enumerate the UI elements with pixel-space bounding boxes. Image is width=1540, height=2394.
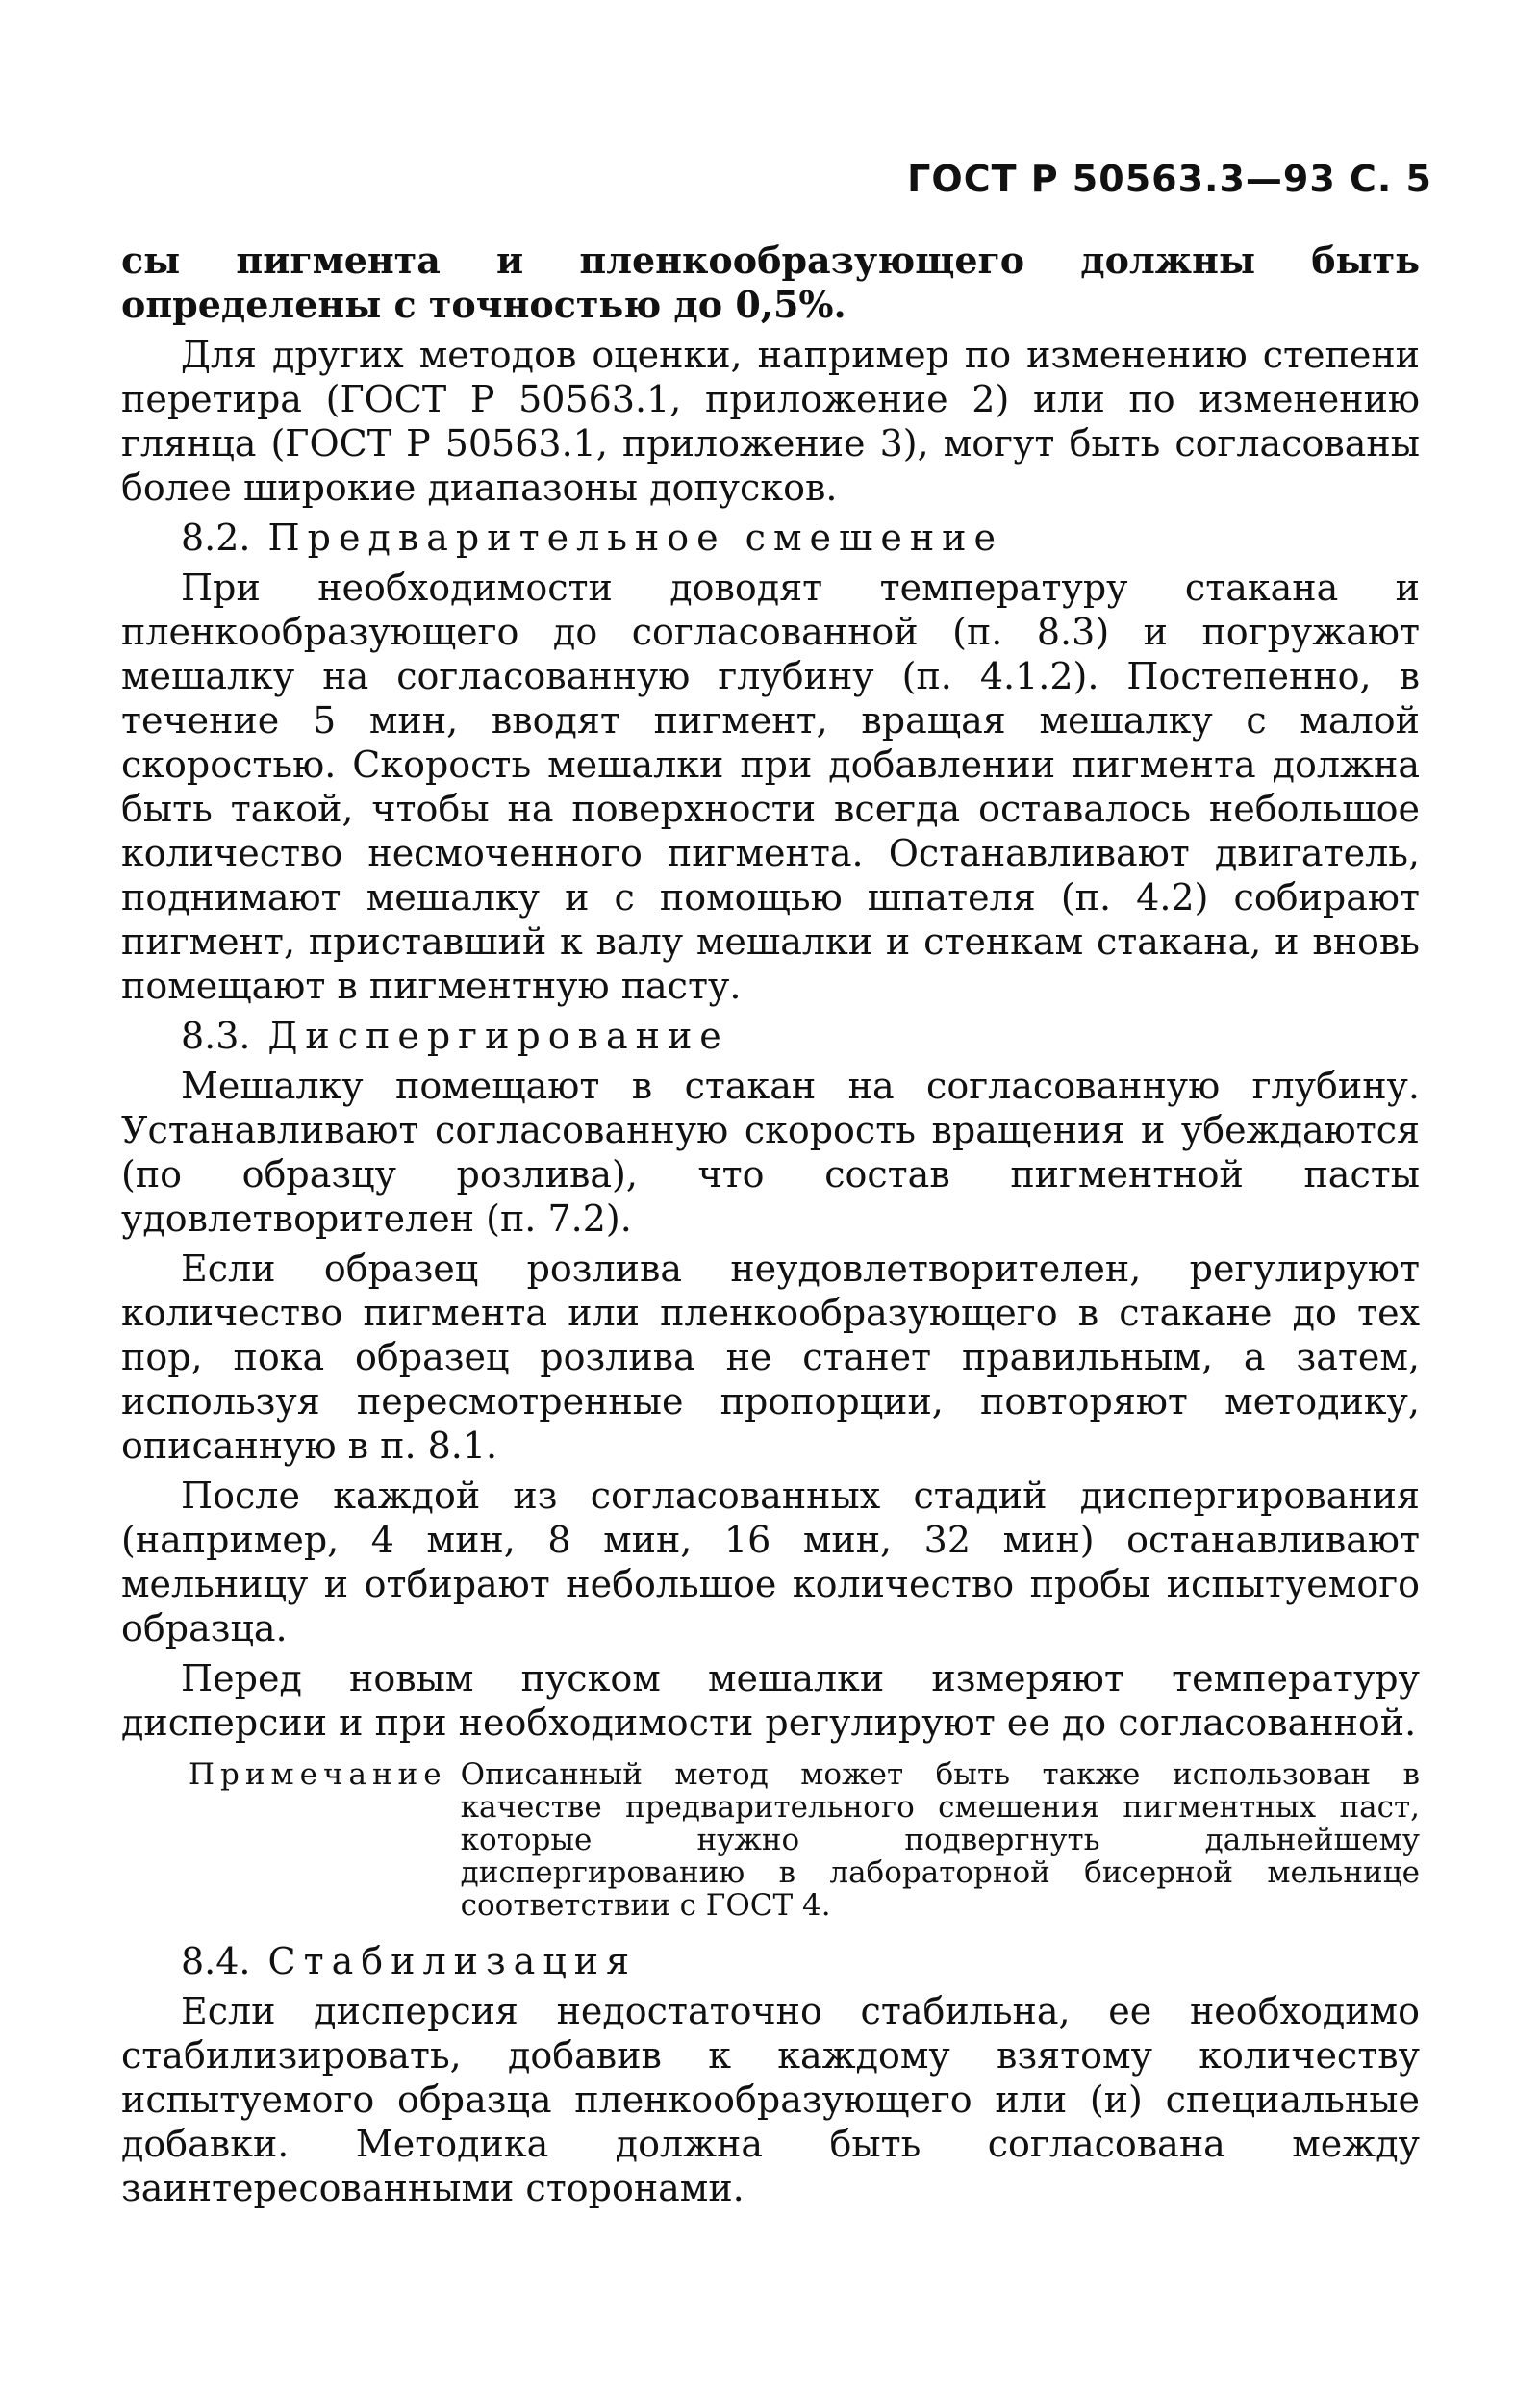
running-header: ГОСТ Р 50563.3—93 С. 5 bbox=[907, 158, 1432, 200]
paragraph-sampling: После каждой из согласованных стадий диспергирования (например, 4 мин, 8 мин, 16 мин, 32 мин) останавливают мельницу и отбирают небольшое количество пробы испытуемого образца. bbox=[121, 1474, 1420, 1650]
note-text: Описанный метод может быть также использован в качестве предварительного смешения пигментных паст, которые нужно подвергнуть дальнейшему диспергированию в лабораторной бисерной мельнице соответствии с ГОСТ 4. bbox=[460, 1757, 1420, 1923]
section-title: Стабилизация bbox=[267, 1940, 638, 1982]
paragraph-dispersion-setup: Мешалку помещают в стакан на согласованную глубину. Устанавливают согласованную скорость вращения и убеждаются (по образцу розлива), что состав пигментной пасты удовлетворителен (п. 7.2). bbox=[121, 1065, 1420, 1240]
paragraph-continuation: сы пигмента и пленкообразующего должны быть определены с точностью до 0,5%. bbox=[121, 239, 1420, 326]
paragraph-temperature: Перед новым пуском мешалки измеряют температуру дисперсии и при необходимости регулируют ее до согласованной. bbox=[121, 1657, 1420, 1744]
section-title: Предварительное смешение bbox=[267, 517, 1003, 559]
section-number: 8.3. bbox=[181, 1015, 251, 1057]
paragraph-tolerance-methods: Для других методов оценки, например по изменению степени перетира (ГОСТ Р 50563.1, приложение 2) или по изменению глянца (ГОСТ Р 50563.1, приложение 3), могут быть согласованы более широкие диапазоны допусков. bbox=[121, 334, 1420, 509]
paragraph-stabilization: Если дисперсия недостаточно стабильна, ее необходимо стабилизировать, добавив к каждому взятому количеству испытуемого образца пленкообразующего или (и) специальные добавки. Методика должна быть согласована между заинтересованными сторонами. bbox=[121, 1990, 1420, 2209]
section-title: Диспергирование bbox=[267, 1015, 729, 1057]
section-number: 8.2. bbox=[181, 517, 251, 559]
paragraph-premixing: При необходимости доводят температуру стакана и пленкообразующего до согласованной (п. 8.3) и погружают мешалку на согласованную глубину (п. 4.1.2). Постепенно, в течение 5 мин, вводят пигмент, вращая мешалку с малой скоростью. Скорость мешалки при добавлении пигмента должна быть такой, чтобы на поверхности всегда оставалось небольшое количество несмоченного пигмента. Останавливают двигатель, поднимают мешалку и с помощью шпателя (п. 4.2) собирают пигмент, приставший к валу мешалки и стенкам стакана, и вновь помещают в пигментную пасту. bbox=[121, 567, 1420, 1007]
note-block bbox=[189, 1758, 1420, 1922]
section-heading-8-4 bbox=[121, 1939, 1420, 1983]
paragraph-adjustment: Если образец розлива неудовлетворителен, регулируют количество пигмента или пленкообразующего в стакане до тех пор, пока образец розлива не станет правильным, а затем, используя пересмотренные пропорции, повторяют методику, описанную в п. 8.1. bbox=[121, 1247, 1420, 1467]
note-label: Примечание bbox=[189, 1757, 447, 1792]
document-body bbox=[121, 239, 1420, 2216]
section-heading-8-2 bbox=[121, 516, 1420, 560]
section-number: 8.4. bbox=[181, 1940, 251, 1982]
section-heading-8-3 bbox=[121, 1014, 1420, 1058]
